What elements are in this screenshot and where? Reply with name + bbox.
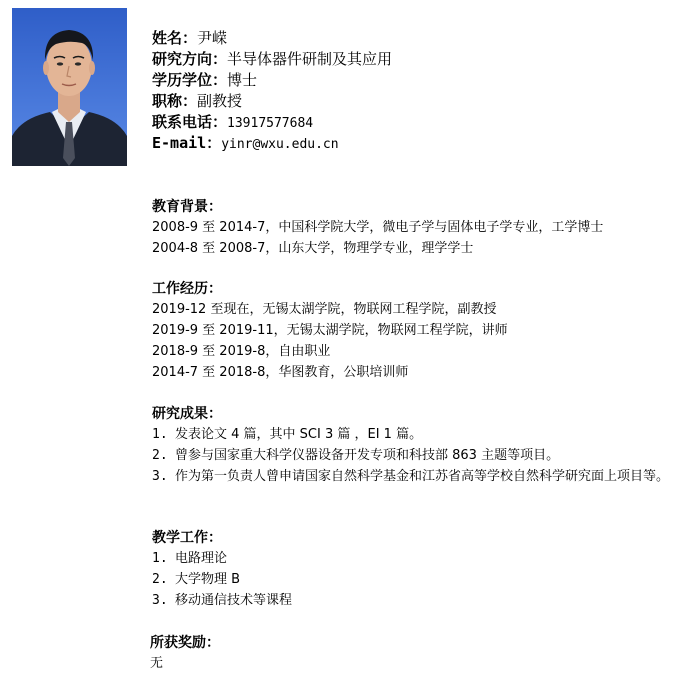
list-item-number: 2. — [152, 572, 168, 587]
list-item-number: 1. — [152, 427, 168, 442]
degree-row — [152, 70, 392, 91]
research-results-title: 研究成果： — [152, 406, 222, 422]
teaching-title: 教学工作： — [152, 530, 222, 546]
awards-title: 所获奖励： — [150, 635, 220, 651]
research-row — [152, 49, 392, 70]
name-value: 尹嵘 — [197, 29, 228, 47]
education-item: 2008-9 至 2014-7，中国科学院大学，微电子学与固体电子学专业，工学博士 — [152, 220, 604, 235]
title-value: 副教授 — [197, 92, 243, 110]
education-item: 2004-8 至 2008-7，山东大学，物理学专业，理学学士 — [152, 241, 474, 256]
list-item-number: 2. — [152, 448, 168, 463]
list-item-number: 1. — [152, 551, 168, 566]
work-item: 2019-9 至 2019-11，无锡太湖学院，物联网工程学院，讲师 — [152, 323, 508, 338]
research-value: 半导体器件研制及其应用 — [227, 50, 393, 68]
degree-value: 博士 — [227, 71, 258, 89]
list-item-text: 移动通信技术等课程 — [175, 593, 293, 608]
awards-value: 无 — [150, 656, 164, 671]
work-title: 工作经历： — [152, 281, 222, 297]
awards-section — [150, 633, 220, 674]
portrait-image — [12, 8, 127, 166]
list-item — [152, 466, 670, 487]
email-row — [152, 133, 392, 154]
list-item-text: 电路理论 — [175, 551, 228, 566]
phone-row — [152, 112, 392, 133]
work-item: 2014-7 至 2018-8，华图教育，公职培训师 — [152, 365, 409, 380]
teaching-section — [152, 528, 292, 611]
work-section — [152, 279, 508, 383]
list-item-text: 发表论文 4 篇，其中 SCI 3 篇 ，EI 1 篇。 — [175, 427, 423, 442]
research-label: 研究方向： — [152, 50, 228, 68]
list-item-number: 3. — [152, 593, 168, 608]
research-results-section — [152, 404, 670, 487]
list-item — [152, 424, 670, 445]
email-label: E-mail： — [152, 134, 222, 152]
phone-value: 13917577684 — [227, 116, 314, 131]
list-item-text: 作为第一负责人曾申请国家自然科学基金和江苏省高等学校自然科学研究面上项目等。 — [175, 469, 670, 484]
degree-label: 学历学位： — [152, 71, 228, 89]
education-section — [152, 197, 603, 259]
work-item: 2019-12 至现在，无锡太湖学院，物联网工程学院，副教授 — [152, 302, 497, 317]
profile-info — [152, 28, 392, 154]
list-item-number: 3. — [152, 469, 168, 484]
list-item-text: 曾参与国家重大科学仪器设备开发专项和科技部 863 主题等项目。 — [175, 448, 560, 463]
phone-label: 联系电话： — [152, 113, 228, 131]
list-item — [152, 590, 292, 611]
list-item — [152, 548, 292, 569]
name-label: 姓名： — [152, 29, 198, 47]
title-row — [152, 91, 392, 112]
name-row — [152, 28, 392, 49]
work-item: 2018-9 至 2019-8，自由职业 — [152, 344, 331, 359]
title-label: 职称： — [152, 92, 198, 110]
profile-photo — [12, 8, 127, 166]
email-link[interactable]: yinr@wxu.edu.cn — [221, 137, 339, 152]
list-item — [152, 445, 670, 466]
education-title: 教育背景： — [152, 199, 222, 215]
list-item-text: 大学物理 B — [175, 572, 241, 587]
list-item — [152, 569, 292, 590]
